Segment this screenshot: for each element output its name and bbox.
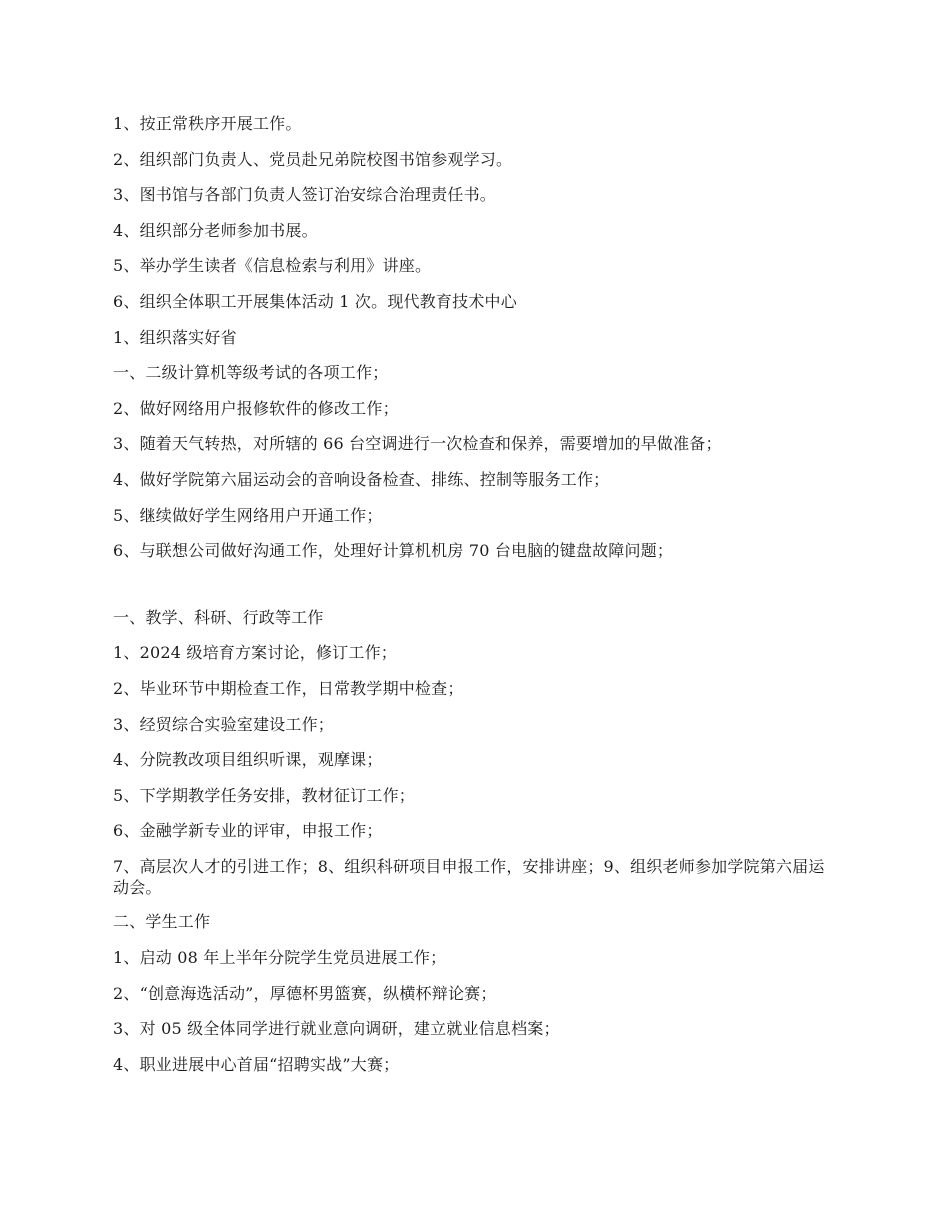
text-line: 1、启动 08 年上半年分院学生党员进展工作； [113, 948, 447, 968]
text-line: 5、下学期教学任务安排，教材征订工作； [113, 785, 415, 805]
text-line: 2、毕业环节中期检查工作，日常教学期中检查； [113, 678, 464, 698]
section-gap [113, 576, 838, 607]
text-line: 2、“创意海选活动”，厚德杯男篮赛，纵横杯辩论赛； [113, 983, 497, 1003]
text-line: 3、对 05 级全体同学进行就业意向调研，建立就业信息档案； [113, 1019, 560, 1039]
text-line: 6、金融学新专业的评审，申报工作； [113, 821, 383, 841]
text-line: 4、组织部分老师参加书展。 [113, 220, 318, 240]
document-body [113, 113, 838, 1089]
text-line: 5、举办学生读者《信息检索与利用》讲座。 [113, 256, 432, 276]
text-line: 1、按正常秩序开展工作。 [113, 114, 302, 133]
section-heading: 二、学生工作 [113, 912, 211, 932]
text-line: 4、职业进展中心首届“招聘实战”大赛； [113, 1054, 400, 1074]
text-paragraph: 7、高层次人才的引进工作；8、组织科研项目申报工作，安排讲座；9、组织老师参加学院第六届运动会。 [113, 856, 825, 897]
text-line: 6、组织全体职工开展集体活动 1 次。现代教育技术中心 [113, 291, 517, 311]
text-line: 4、分院教改项目组织听课，观摩课； [113, 750, 383, 770]
text-line: 1、2024 级培育方案讨论，修订工作； [113, 643, 397, 663]
text-line: 3、经贸综合实验室建设工作； [113, 714, 334, 734]
text-line: 4、做好学院第六届运动会的音响设备检查、排练、控制等服务工作； [113, 469, 610, 489]
text-line: 一、二级计算机等级考试的各项工作； [113, 363, 389, 383]
text-line: 3、图书馆与各部门负责人签订治安综合治理责任书。 [113, 185, 496, 205]
text-line: 1、组织落实好省 [113, 327, 237, 347]
text-line: 3、随着天气转热，对所辖的 66 台空调进行一次检查和保养，需要增加的早做准备； [113, 434, 722, 454]
text-line: 2、组织部门负责人、党员赴兄弟院校图书馆参观学习。 [113, 149, 513, 169]
text-line: 6、与联想公司做好沟通工作，处理好计算机机房 70 台电脑的键盘故障问题； [113, 541, 674, 561]
text-line: 2、做好网络用户报修软件的修改工作； [113, 398, 399, 418]
text-line: 5、继续做好学生网络用户开通工作； [113, 505, 383, 525]
section-heading: 一、教学、科研、行政等工作 [113, 607, 324, 627]
